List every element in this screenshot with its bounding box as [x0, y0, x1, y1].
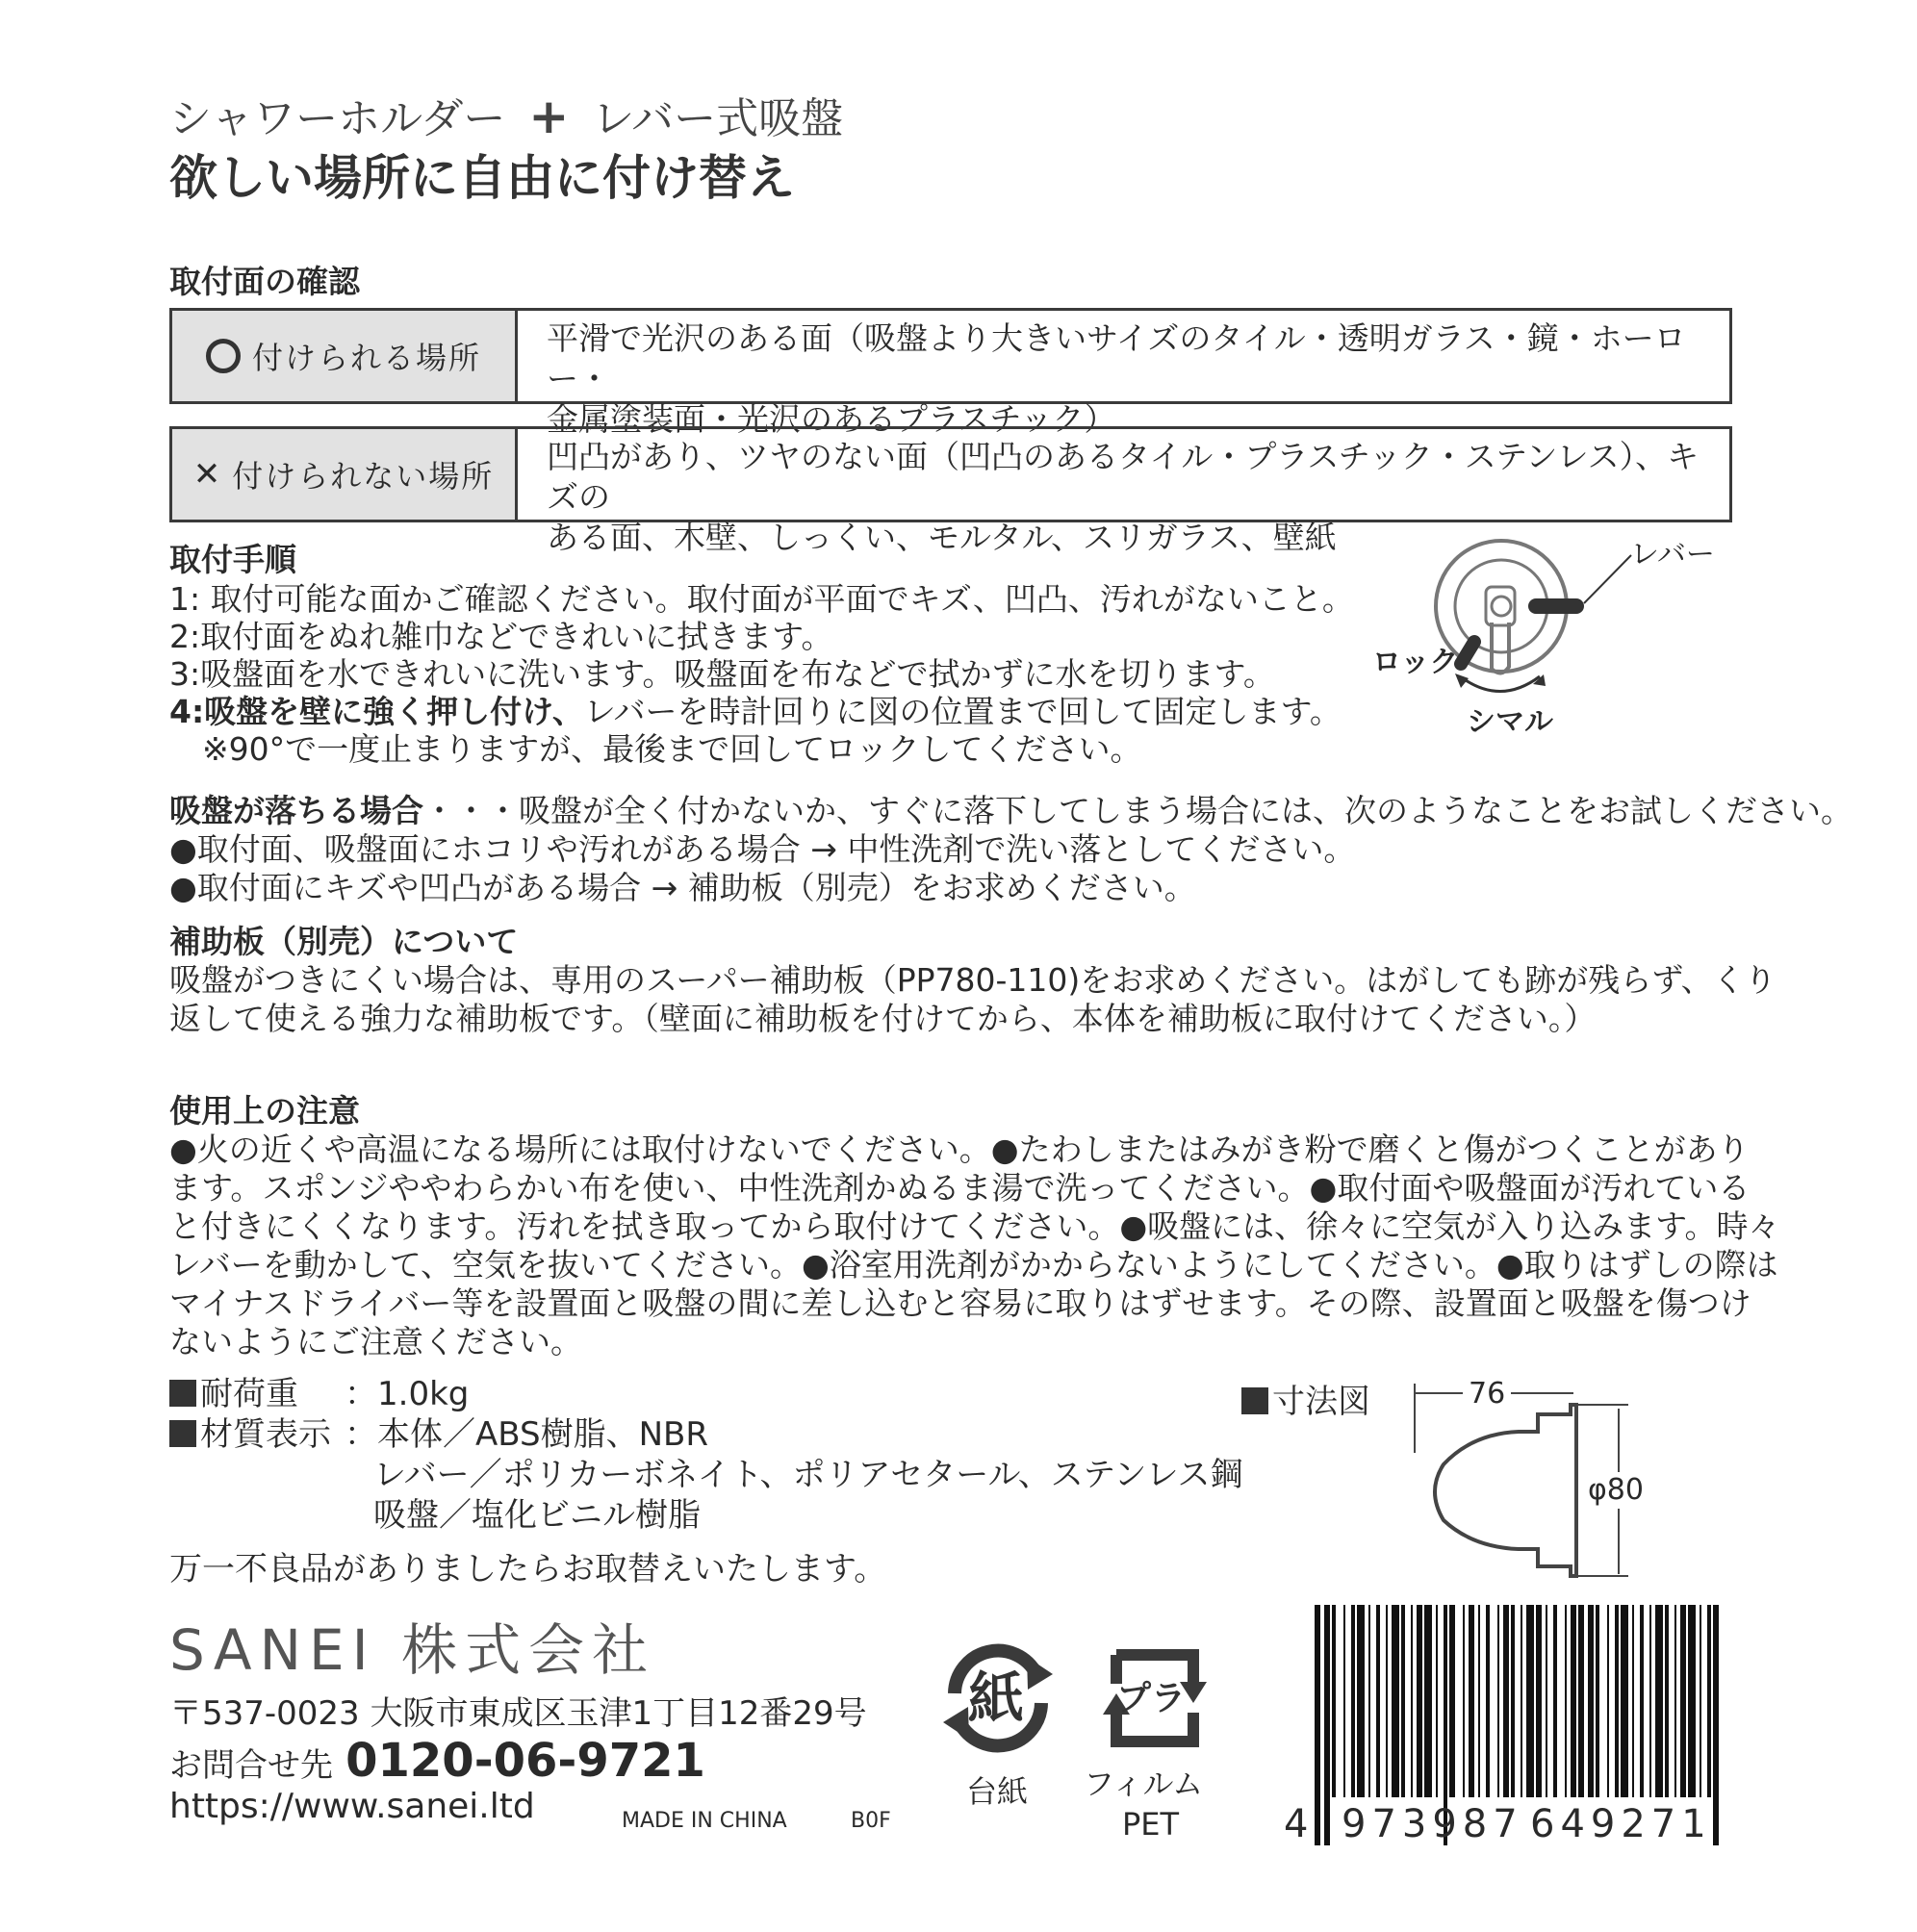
dimension-diameter: φ80	[1588, 1473, 1644, 1507]
ng-surface-label: 付けられない場所	[232, 458, 495, 495]
ng-surface-line: 凹凸があり、ツヤのない面（凹凸のあるタイル・プラスチック・ステンレス）、キズの	[547, 438, 1700, 516]
falling-item: ●取付面、吸盤面にホコリや汚れがある場合 → 中性洗剤で洗い落としてください。	[169, 830, 1356, 868]
ok-surface-row	[169, 308, 1732, 438]
barcode-bar	[1571, 1605, 1576, 1797]
lock-lever	[1461, 642, 1474, 664]
procedure-step: 2:取付面をぬれ雑巾などできれいに拭きます。	[169, 618, 833, 655]
barcode-bar	[1401, 1605, 1405, 1797]
dimension-label: 寸法図	[1272, 1383, 1370, 1421]
procedure-heading: 取付手順	[169, 541, 296, 578]
subtitle	[169, 89, 844, 144]
barcode-bar	[1578, 1605, 1584, 1797]
barcode-bar	[1497, 1605, 1499, 1797]
material-line: レバー／ポリカーボネイト、ポリアセタール、ステンレス鋼	[373, 1456, 1243, 1494]
arrow-head-icon	[943, 1707, 969, 1740]
lever-callout-line	[1584, 555, 1631, 603]
barcode-bar	[1649, 1605, 1651, 1797]
barcode-bar	[1607, 1605, 1609, 1797]
dimension-heading	[1241, 1383, 1370, 1421]
lot-code: B0F	[851, 1809, 891, 1833]
plus-mark: +	[528, 89, 570, 144]
aux-plate-line: 吸盤がつきにくい場合は、専用のスーパー補助板（PP780-110)をお求めください。はがしても跡が残らず、くり	[169, 961, 1776, 999]
procedure-step: 3:吸盤面を水できれいに洗います。吸盤面を布などで拭かずに水を切ります。	[169, 655, 1275, 693]
square-bullet-icon	[1241, 1387, 1268, 1414]
barcode-bar	[1436, 1605, 1438, 1797]
paper-label: 台紙	[966, 1773, 1029, 1810]
barcode-bar	[1417, 1605, 1422, 1797]
barcode-bar	[1700, 1605, 1701, 1797]
barcode-bar	[1411, 1605, 1413, 1797]
material-label: 材質表示	[200, 1415, 331, 1454]
barcode-digit-lead: 4	[1284, 1802, 1309, 1846]
barcode-bar	[1332, 1605, 1336, 1797]
holder-profile	[1435, 1405, 1576, 1576]
barcode-bar	[1392, 1605, 1399, 1797]
caution-line: ないようにご注意ください。	[169, 1323, 582, 1360]
cross-icon: ✕	[192, 455, 223, 494]
company-contact	[169, 1734, 705, 1788]
barcode-bar	[1536, 1605, 1542, 1797]
ok-surface-line: 金属塗装面・光沢のあるプラスチック）	[547, 400, 1116, 438]
load-value: ：1.0kg	[345, 1375, 470, 1413]
company-address: 〒537-0023 大阪市東成区玉津1丁目12番29号	[169, 1694, 867, 1733]
procedure-step	[169, 693, 1342, 730]
aux-plate-line: 返して使える強力な補助板です。（壁面に補助板を付けてから、本体を補助板に取付けてください。）	[169, 1000, 1597, 1037]
contact-label: お問合せ先	[169, 1746, 333, 1785]
surface-check-heading: 取付面の確認	[169, 263, 360, 300]
material-spec	[169, 1415, 708, 1454]
arrow-head-icon	[1027, 1657, 1053, 1690]
ok-surface-description	[518, 311, 1729, 438]
falling-lead-rest: ・・・吸盤が全く付かないか、すぐに落下してしまう場合には、次のようなことをお試しください。	[423, 792, 1853, 829]
barcode-bar	[1469, 1605, 1474, 1797]
square-bullet-icon	[169, 1380, 196, 1407]
barcode-bar	[1596, 1605, 1599, 1797]
barcode-bar	[1315, 1605, 1320, 1845]
barcode-bar	[1424, 1605, 1432, 1797]
ng-surface-label-cell	[172, 429, 518, 520]
made-in-label: MADE IN CHINA	[622, 1809, 787, 1833]
barcode-bar	[1707, 1605, 1711, 1797]
lock-label: ロック	[1372, 646, 1459, 679]
material-line: 吸盤／塩化ビニル樹脂	[373, 1496, 701, 1535]
barcode-bar	[1324, 1605, 1330, 1845]
tighten-label: シマル	[1467, 705, 1553, 739]
plastic-material: PET	[1122, 1806, 1180, 1843]
barcode-bar	[1621, 1605, 1628, 1797]
company-name: SANEI 株式会社	[169, 1617, 656, 1683]
square-bullet-icon	[169, 1420, 196, 1447]
caution-line: ます。スポンジややわらかい布を使い、中性洗剤かぬるま湯で洗ってください。●取付面や吸盤面が汚れている	[169, 1169, 1751, 1207]
barcode-bar	[1680, 1605, 1686, 1797]
caution-line: ●火の近くや高温になる場所には取付けないでください。●たわしまたはみがき粉で磨くと傷がつくことがあり	[169, 1131, 1750, 1168]
barcode-bar	[1615, 1605, 1619, 1797]
procedure-note: ※90°で一度止まりますが、最後まで回してロックしてください。	[202, 730, 1142, 768]
barcode-bar	[1655, 1605, 1663, 1797]
load-spec	[169, 1375, 470, 1413]
rotation-arrow	[1463, 676, 1540, 692]
barcode-bar	[1546, 1605, 1547, 1797]
barcode-bar	[1449, 1605, 1455, 1797]
material-line: ：本体／ABS樹脂、NBR	[345, 1415, 708, 1454]
plastic-label: フィルム	[1084, 1766, 1204, 1802]
load-label: 耐荷重	[200, 1375, 298, 1413]
circle-icon	[206, 339, 241, 373]
barcode-bar	[1386, 1605, 1388, 1797]
barcode-bar	[1351, 1605, 1355, 1797]
barcode-bar	[1688, 1605, 1696, 1797]
ng-surface-line: ある面、木壁、しっくい、モルタル、スリガラス、壁紙	[547, 519, 1337, 556]
aux-plate-heading: 補助板（別売）について	[169, 923, 519, 960]
holder-hook	[1492, 623, 1509, 674]
barcode-bar	[1640, 1605, 1644, 1797]
barcode-bar	[1511, 1605, 1515, 1797]
ok-surface-label: 付けられる場所	[251, 340, 481, 376]
falling-item: ●取付面にキズや凹凸がある場合 → 補助板（別売）をお求めください。	[169, 869, 1196, 906]
barcode-bar	[1674, 1605, 1676, 1797]
barcode-bar	[1565, 1605, 1567, 1797]
replacement-note: 万一不良品がありましたらお取替えいたします。	[169, 1550, 887, 1589]
barcode-bar	[1526, 1605, 1534, 1797]
barcode-bar	[1478, 1605, 1480, 1797]
barcode-bar	[1503, 1605, 1509, 1797]
ok-surface-label-cell	[172, 311, 518, 401]
cautions-heading: 使用上の注意	[169, 1092, 360, 1130]
subtitle-left: シャワーホルダー	[169, 94, 506, 143]
paper-mark: 紙	[968, 1665, 1025, 1731]
ok-surface-line: 平滑で光沢のある面（吸盤より大きいサイズのタイル・透明ガラス・鏡・ホーロー・	[547, 319, 1686, 397]
caution-line: レバーを動かして、空気を抜いてください。●浴室用洗剤がかからないようにしてください。●取りはずしの際は	[169, 1246, 1778, 1284]
barcode-bar	[1713, 1605, 1719, 1845]
lever-label: レバー	[1630, 538, 1715, 572]
barcode-bar	[1357, 1605, 1365, 1797]
barcode-digits-group-2: 649271	[1530, 1802, 1712, 1846]
procedure-step-4-rest: レバーを時計回りに図の位置まで回して固定します。	[583, 693, 1342, 730]
caution-line: と付きにくくなります。汚れを拭き取ってから取付けてください。●吸盤には、徐々に空気が入り込みます。時々	[169, 1208, 1780, 1245]
procedure-step: 1: 取付可能な面かご確認ください。取付面が平面でキズ、凹凸、汚れがないこと。	[169, 580, 1354, 618]
barcode-bar	[1632, 1605, 1634, 1797]
falling-lead	[169, 792, 1853, 829]
barcode-bar	[1521, 1605, 1522, 1797]
dimension-width: 76	[1463, 1380, 1511, 1409]
barcode-bar	[1368, 1605, 1370, 1797]
caution-line: マイナスドライバー等を設置面と吸盤の間に差し込むと容易に取りはずせます。その際、設置面と吸盤を傷つけ	[169, 1284, 1751, 1322]
plastic-mark: プラ	[1116, 1679, 1187, 1718]
barcode-bar	[1376, 1605, 1380, 1797]
page-title: 欲しい場所に自由に付け替え	[169, 150, 795, 206]
barcode-digits-group-1: 973987	[1342, 1802, 1523, 1846]
company-url: https://www.sanei.ltd	[169, 1787, 535, 1826]
barcode-bar	[1463, 1605, 1465, 1797]
falling-lead-bold: 吸盤が落ちる場合	[169, 792, 423, 829]
barcode-bar	[1588, 1605, 1594, 1797]
barcode-bar	[1665, 1605, 1669, 1797]
procedure-step-4-bold: 4:吸盤を壁に強く押し付け、	[169, 693, 584, 730]
barcode-bar	[1486, 1605, 1490, 1797]
barcode-bar	[1343, 1605, 1345, 1797]
subtitle-right: レバー式吸盤	[592, 94, 844, 143]
barcode-bar	[1553, 1605, 1557, 1797]
contact-phone: 0120-06-9721	[345, 1734, 705, 1788]
